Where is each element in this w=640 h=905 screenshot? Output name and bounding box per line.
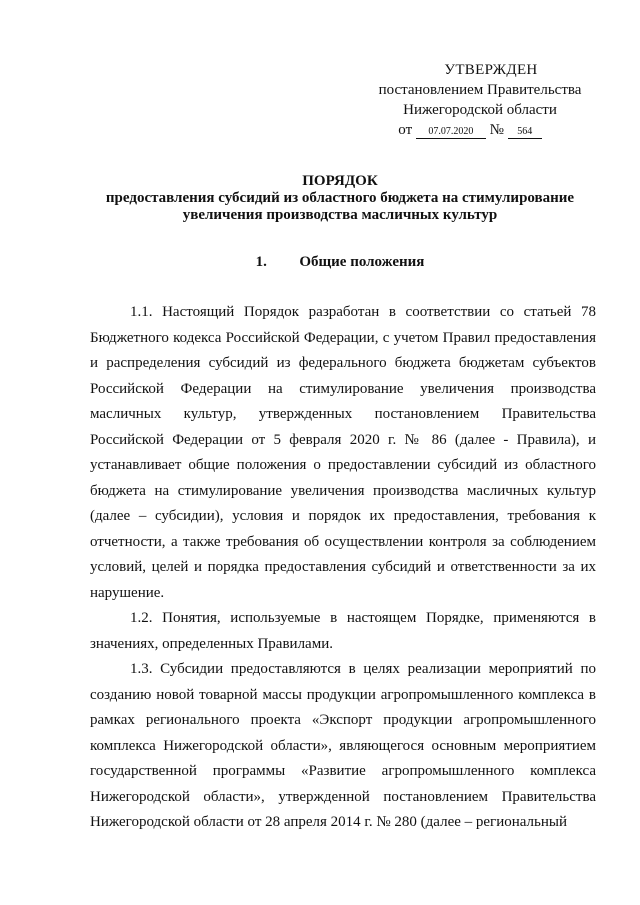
- approval-from-label: от: [398, 122, 413, 138]
- title-line-1: предоставления субсидий из областного бюджета на стимулирование: [105, 190, 575, 206]
- paragraph-1-2: 1.2. Понятия, используемые в настоящем Порядке, применяются в значениях, определенных Правилами.: [90, 610, 596, 652]
- approval-date: 07.07.2020: [416, 126, 486, 139]
- paragraph-1-3: 1.3. Субсидии предоставляются в целях реализации мероприятий по созданию новой товарной массы продукции агропромышленного комплекса в рамках регионального проекта «Экспорт продукции агропромышленного комплекса Нижегородской области», являющегося основным мероприятием государственной программы «Развитие агропромышленного комплекса Нижегородской области», утвержденной постановлением Правительства Нижегородской области от 28 апреля 2014 г. № 280 (далее – региональный: [90, 661, 596, 830]
- approval-line-1: постановлением Правительства: [378, 82, 582, 98]
- body-text: [90, 300, 596, 836]
- section-heading: [80, 254, 600, 271]
- approval-line-2: Нижегородской области: [403, 102, 557, 118]
- approval-number: 564: [508, 126, 542, 139]
- approval-heading: УТВЕРЖДЕН: [444, 62, 538, 78]
- title-line-2: увеличения производства масличных культур: [182, 207, 498, 223]
- approval-number-sign: №: [489, 122, 504, 138]
- title-main: ПОРЯДОК: [302, 173, 378, 189]
- section-number: 1.: [255, 254, 267, 270]
- approval-stamp-block: [360, 60, 600, 140]
- section-title: Общие положения: [299, 254, 425, 270]
- document-title: [80, 173, 600, 224]
- paragraph-1-1: 1.1. Настоящий Порядок разработан в соответствии со статьей 78 Бюджетного кодекса Российской Федерации, с учетом Правил предоставления и распределения субсидий из федерального бюджета бюджетам субъектов Российской Федерации на стимулирование увеличения производства масличных культур, утвержденных постановлением Правительства Российской Федерации от 5 февраля 2020 г. № 86 (далее - Правила), и устанавливает общие положения о предоставлении субсидий из областного бюджета на стимулирование увеличения производства масличных культур (далее – субсидии), условия и порядок их предоставления, требования к отчетности, а также требования об осуществлении контроля за соблюдением условий, целей и порядка предоставления субсидий и ответственности за их нарушение.: [90, 304, 596, 601]
- approval-date-line: [360, 120, 600, 140]
